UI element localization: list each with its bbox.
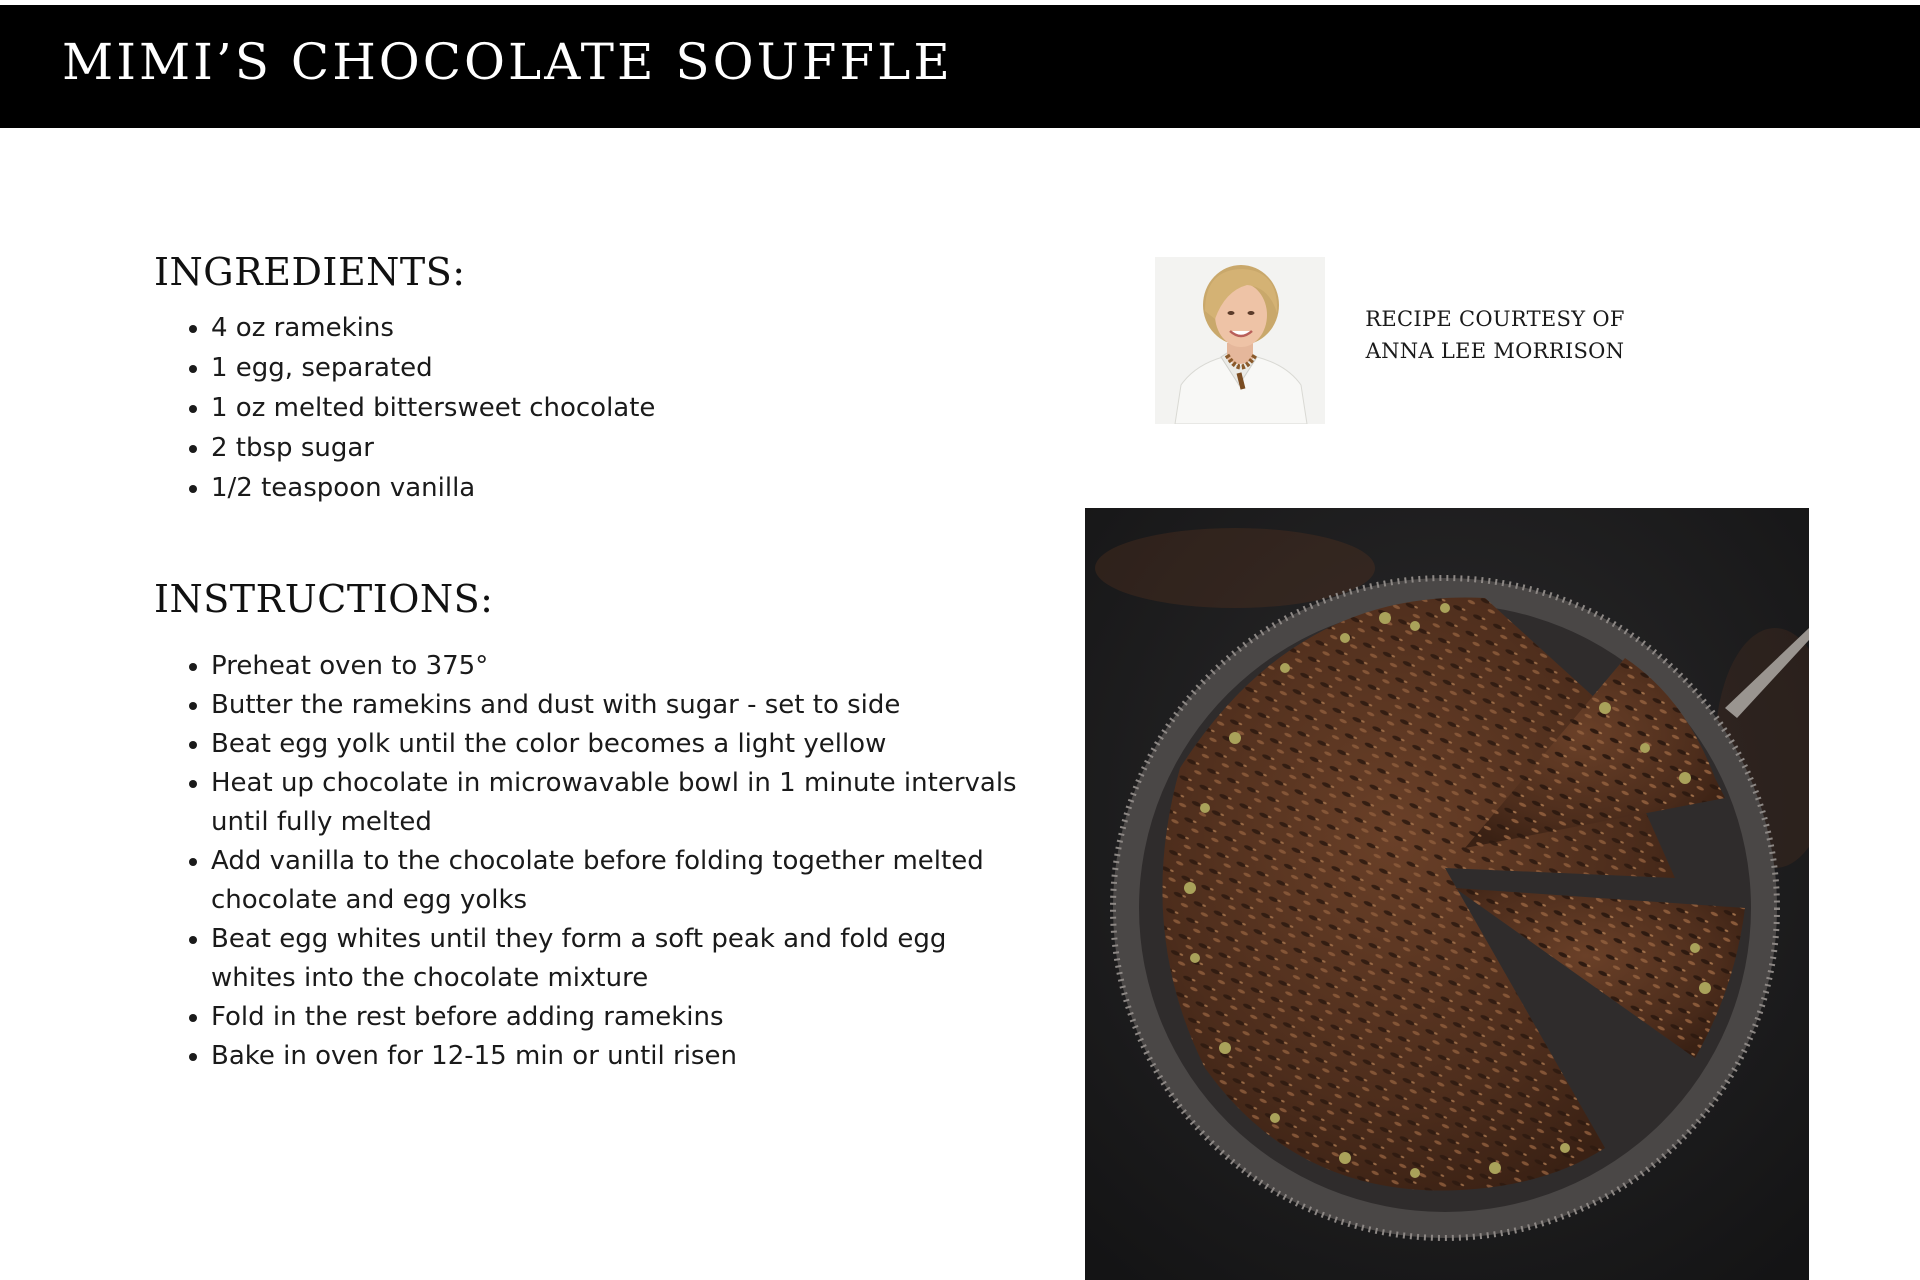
cake-photo — [1085, 508, 1809, 1280]
chocolate-cake-illustration — [1085, 508, 1809, 1280]
instruction-step: • Heat up chocolate in microwavable bowl in 1 minute intervals until fully melted — [211, 764, 1031, 842]
instruction-step: • Fold in the rest before adding ramekins — [211, 998, 1031, 1037]
header-bar — [0, 5, 1920, 128]
ingredient-item: • 1 egg, separated — [211, 348, 911, 388]
page-title: MIMI’S CHOCOLATE SOUFFLE — [62, 33, 953, 91]
ingredient-item: • 1/2 teaspoon vanilla — [211, 468, 911, 508]
instructions-list — [180, 647, 1031, 1076]
ingredients-list — [180, 308, 911, 508]
instruction-step: • Bake in oven for 12-15 min or until risen — [211, 1037, 1031, 1076]
recipe-credit — [1350, 303, 1640, 367]
instructions-heading: INSTRUCTIONS: — [154, 577, 494, 621]
credit-line-1: RECIPE COURTESY OF — [1365, 307, 1625, 331]
instruction-step: • Beat egg yolk until the color becomes a light yellow — [211, 725, 1031, 764]
author-portrait-illustration — [1155, 257, 1325, 424]
credit-author-name: ANNA LEE MORRISON — [1365, 339, 1625, 363]
instruction-step: • Butter the ramekins and dust with sugar - set to side — [211, 686, 1031, 725]
ingredient-item: • 4 oz ramekins — [211, 308, 911, 348]
author-photo — [1155, 257, 1325, 424]
instruction-step: • Beat egg whites until they form a soft peak and fold egg whites into the chocolate mixture — [211, 920, 1031, 998]
ingredients-heading: INGREDIENTS: — [154, 250, 466, 294]
instruction-step: • Preheat oven to 375° — [211, 647, 1031, 686]
instruction-step: • Add vanilla to the chocolate before folding together melted chocolate and egg yolks — [211, 842, 1031, 920]
ingredient-item: • 1 oz melted bittersweet chocolate — [211, 388, 911, 428]
ingredient-item: • 2 tbsp sugar — [211, 428, 911, 468]
